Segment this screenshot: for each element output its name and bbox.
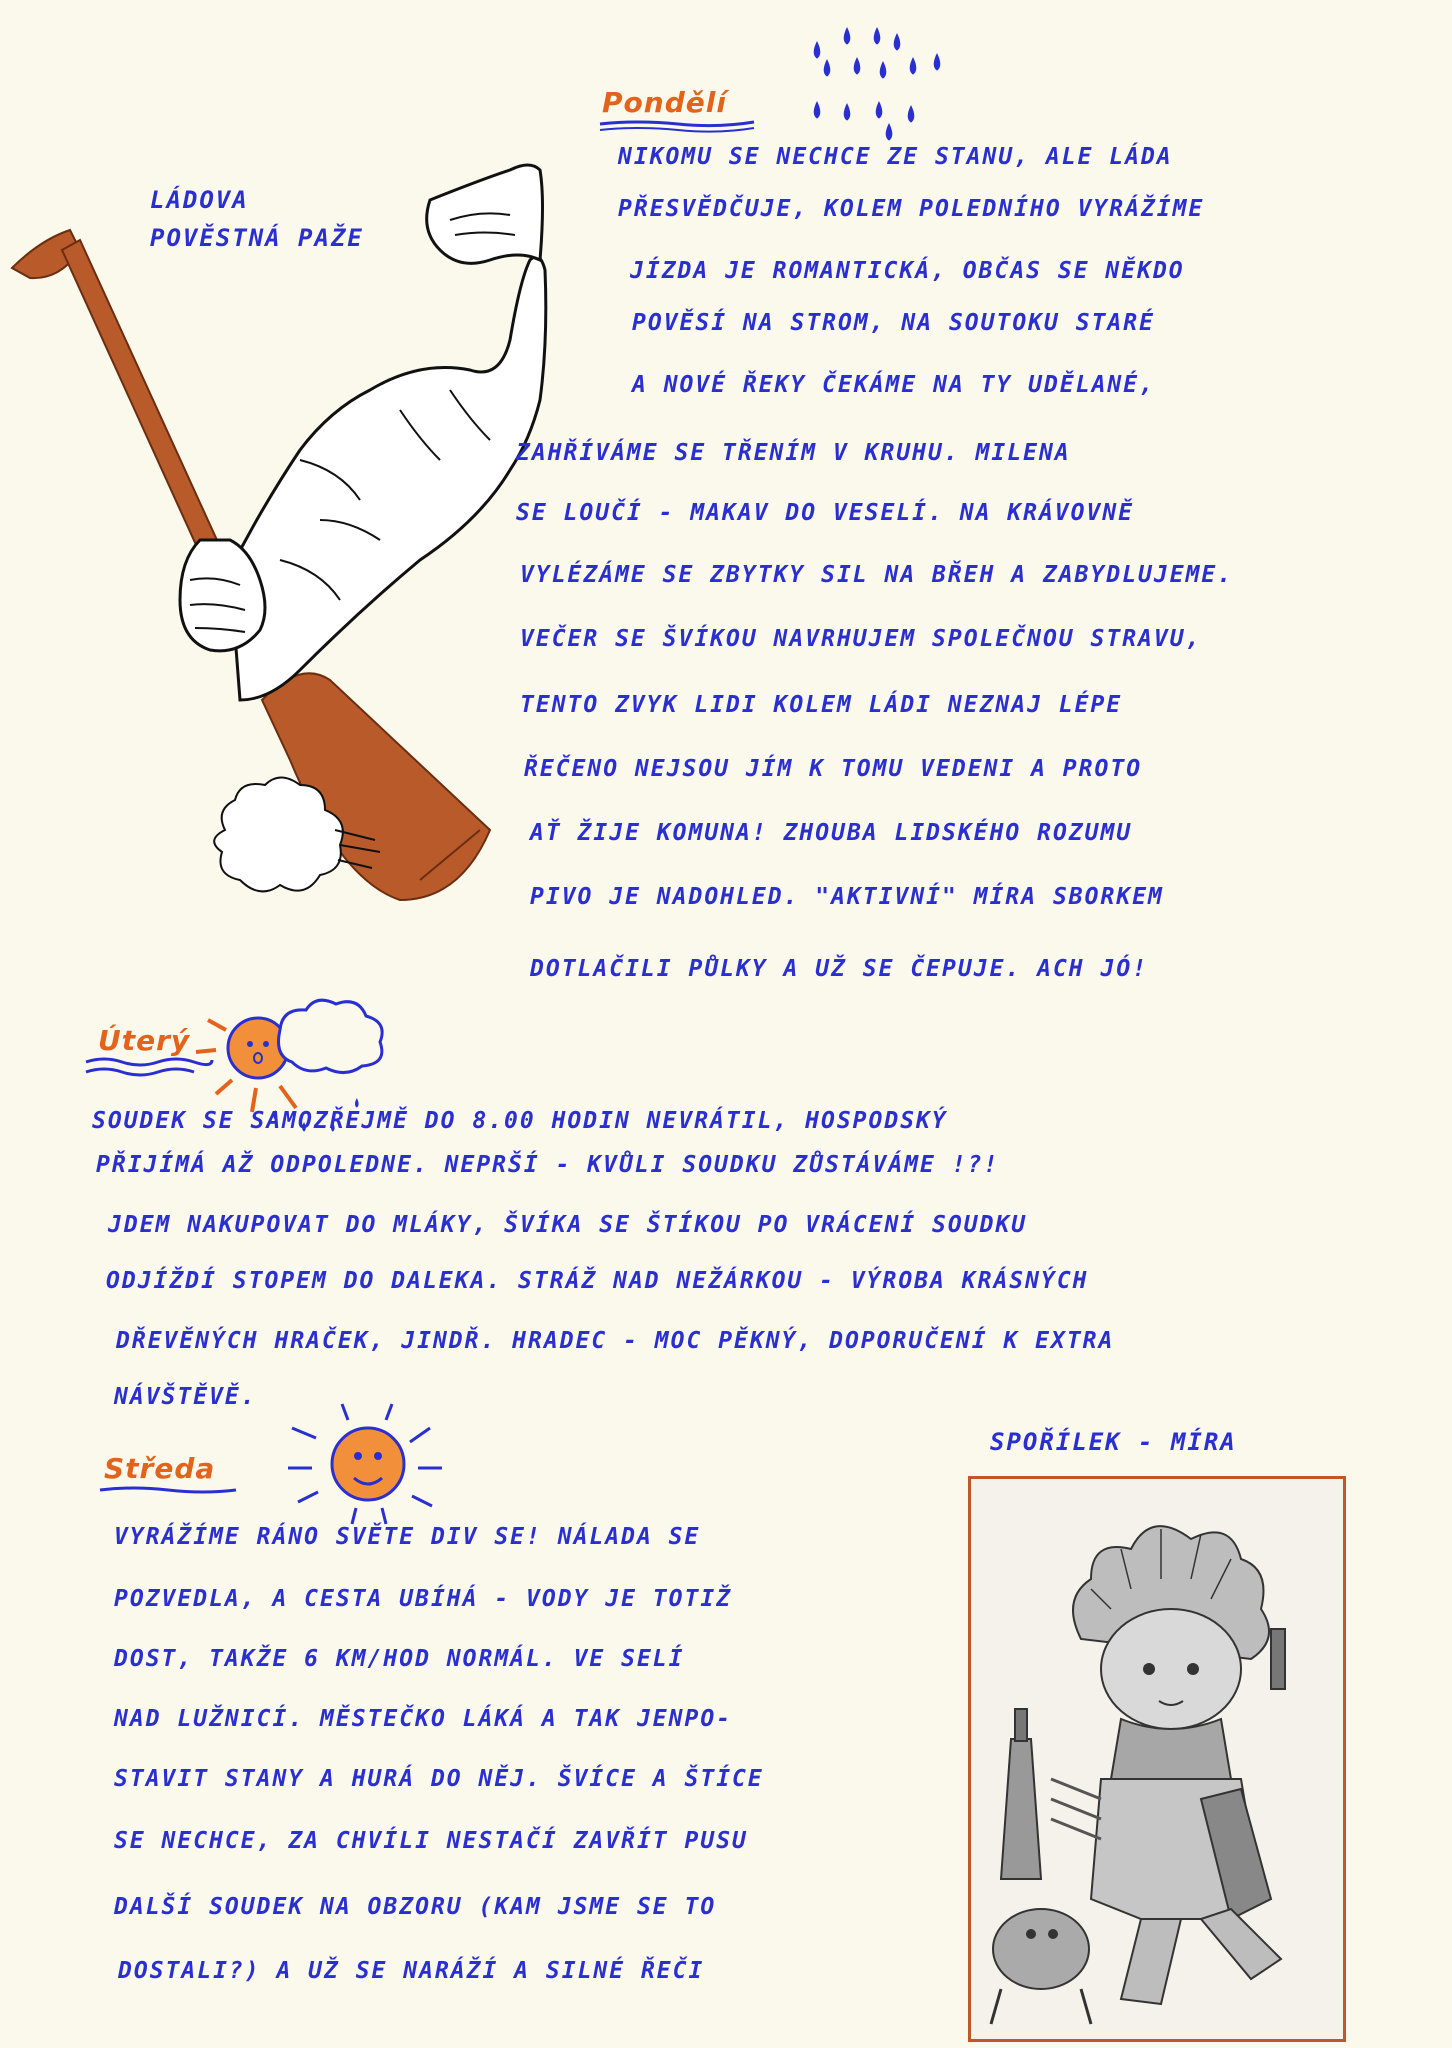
wednesday-line-5: STAVIT STANY A HURÁ DO NĚJ. ŠVÍCE A ŠTÍCE [114, 1766, 764, 1792]
sun-icon [282, 1398, 462, 1528]
tuesday-line-1: SOUDEK SE SAMOZŘEJMĚ DO 8.00 HODIN NEVRÁTIL, HOSPODSKÝ [92, 1108, 948, 1134]
boy-drawing [971, 1479, 1343, 2039]
wednesday-heading-underline [98, 1484, 238, 1500]
wednesday-line-2: POZVEDLA, A CESTA UBÍHÁ - VODY JE TOTIŽ [114, 1586, 733, 1612]
rain-drops-icon [795, 8, 985, 133]
wednesday-line-1: VYRÁŽÍME RÁNO SVĚTE DIV SE! NÁLADA SE [114, 1524, 701, 1550]
monday-line-10: TENTO ZVYK LIDI KOLEM LÁDI NEZNAJ LÉPE [520, 692, 1123, 718]
tuesday-line-2: PŘIJÍMÁ AŽ ODPOLEDNE. NEPRŠÍ - KVŮLI SOUDKU ZŮSTÁVÁME !?! [96, 1152, 1000, 1178]
monday-line-2: PŘESVĚDČUJE, KOLEM POLEDNÍHO VYRÁŽÍME [618, 196, 1205, 222]
monday-heading: Pondělí [602, 86, 727, 119]
monday-line-3: JÍZDA JE ROMANTICKÁ, OBČAS SE NĚKDO [630, 258, 1185, 284]
tuesday-heading-underline [84, 1054, 214, 1078]
tuesday-line-6: NÁVŠTĚVĚ. [114, 1384, 257, 1410]
paddle-arm-illustration [0, 140, 560, 930]
tuesday-line-3: JDEM NAKUPOVAT DO MLÁKY, ŠVÍKA SE ŠTÍKOU PO VRÁCENÍ SOUDKU [108, 1212, 1028, 1238]
tuesday-line-4: ODJÍŽDÍ STOPEM DO DALEKA. STRÁŽ NAD NEŽÁRKOU - VÝROBA KRÁSNÝCH [106, 1268, 1089, 1294]
wednesday-line-6: SE NECHCE, ZA CHVÍLI NESTAČÍ ZAVŘÍT PUSU [114, 1828, 748, 1854]
wednesday-line-3: DOST, TAKŽE 6 KM/HOD NORMÁL. VE SELÍ [114, 1646, 685, 1672]
boy-with-bottles-illustration [968, 1476, 1346, 2042]
paddle-caption-line1: LÁDOVA [150, 186, 249, 214]
wednesday-heading: Středa [104, 1452, 216, 1485]
monday-line-11: ŘEČENO NEJSOU JÍM K TOMU VEDENI A PROTO [524, 756, 1143, 782]
monday-line-4: POVĚSÍ NA STROM, NA SOUTOKU STARÉ [632, 310, 1155, 336]
illustration-caption: SPOŘÍLEK - MÍRA [990, 1428, 1237, 1456]
monday-line-1: NIKOMU SE NECHCE ZE STANU, ALE LÁDA [618, 144, 1173, 170]
tuesday-heading: Úterý [98, 1024, 191, 1057]
monday-line-14: DOTLAČILI PŮLKY A UŽ SE ČEPUJE. ACH JÓ! [530, 956, 1149, 982]
paddle-caption-line2: POVĚSTNÁ PAŽE [150, 224, 364, 252]
wednesday-line-8: DOSTALI?) A UŽ SE NARÁŽÍ A SILNÉ ŘEČI [118, 1958, 705, 1984]
wednesday-line-7: DALŠÍ SOUDEK NA OBZORU (KAM JSME SE TO [114, 1894, 717, 1920]
monday-line-5: A NOVÉ ŘEKY ČEKÁME NA TY UDĚLANÉ, [632, 372, 1155, 398]
monday-line-12: AŤ ŽIJE KOMUNA! ZHOUBA LIDSKÉHO ROZUMU [530, 820, 1133, 846]
monday-line-6: ZAHŘÍVÁME SE TŘENÍM V KRUHU. MILENA [516, 440, 1071, 466]
monday-heading-underline [598, 118, 758, 134]
monday-line-7: SE LOUČÍ - MAKAV DO VESELÍ. NA KRÁVOVNĚ [516, 500, 1135, 526]
monday-line-13: PIVO JE NADOHLED. "AKTIVNÍ" MÍRA SBORKEM [530, 884, 1164, 910]
monday-line-9: VEČER SE ŠVÍKOU NAVRHUJEM SPOLEČNOU STRAVU, [520, 626, 1202, 652]
wednesday-line-4: NAD LUŽNICÍ. MĚSTEČKO LÁKÁ A TAK JENPO- [114, 1706, 733, 1732]
tuesday-line-5: DŘEVĚNÝCH HRAČEK, JINDŘ. HRADEC - MOC PĚKNÝ, DOPORUČENÍ K EXTRA [116, 1328, 1115, 1354]
monday-line-8: VYLÉZÁME SE ZBYTKY SIL NA BŘEH A ZABYDLUJEME. [520, 562, 1234, 588]
